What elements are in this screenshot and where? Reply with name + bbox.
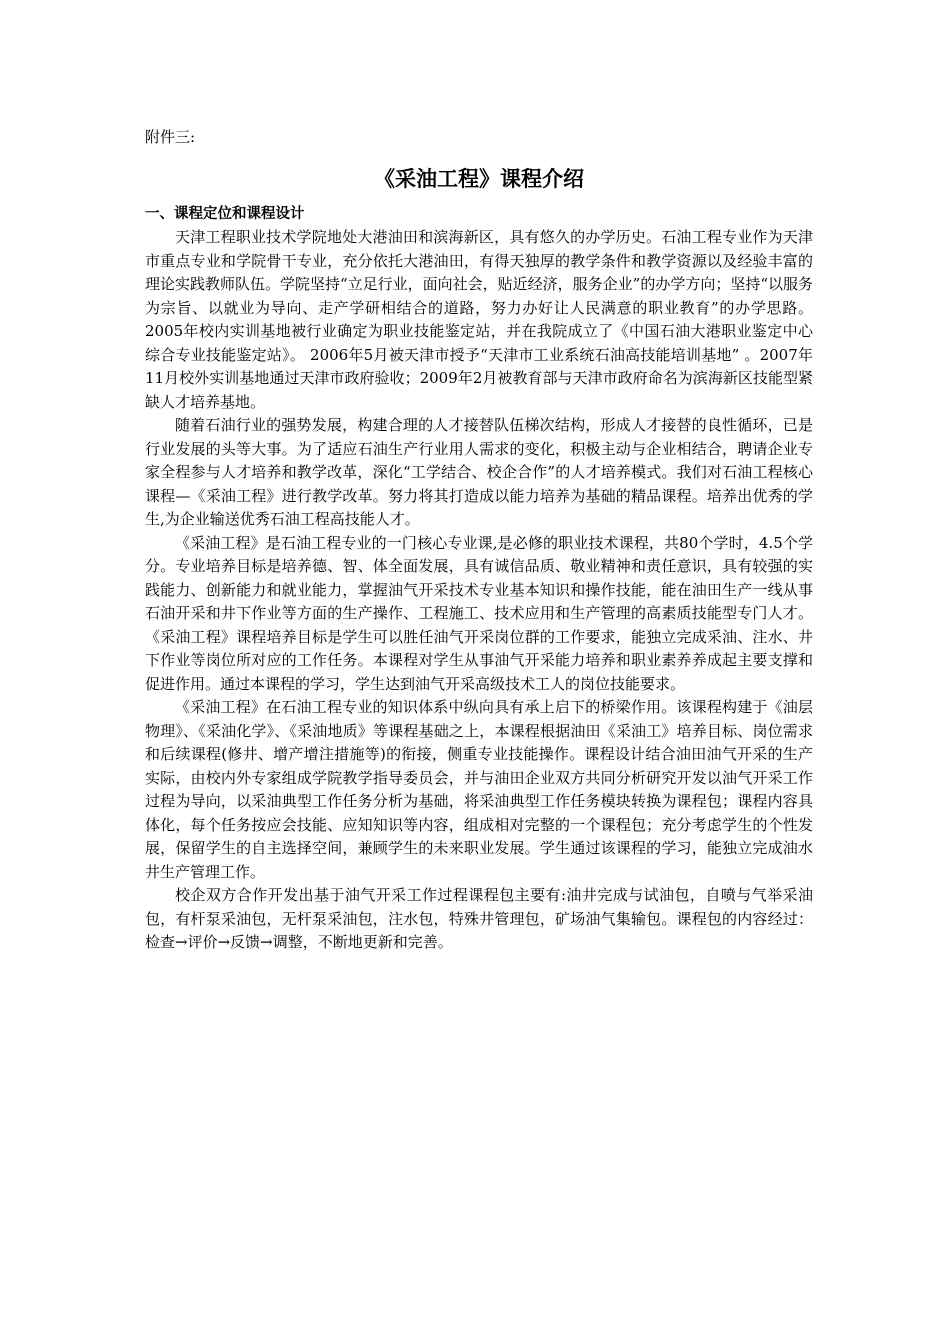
paragraph-course-goals: 《采油工程》是石油工程专业的一门核心专业课,是必修的职业技术课程，共80个学时，4.5个学分。专业培养目标是培养德、智、体全面发展，具有诚信品质、敬业精神和责任意识，具有较强的实践能力、创新能力和就业能力，掌握油气开采技术专业基本知识和操作技能，能在油田生产一线从事石油开采和井下作业等方面的生产操作、工程施工、技术应用和生产管理的高素质技能型专门人才。《采油工程》课程培养目标是学生可以胜任油气开采岗位群的工作要求，能独立完成采油、注水、井下作业等岗位所对应的工作任务。本课程对学生从事油气开采能力培养和职业素养养成起主要支撑和促进作用。通过本课程的学习，学生达到油气开采高级技术工人的岗位技能要求。 bbox=[145, 533, 813, 693]
paragraph-course-packages: 校企双方合作开发出基于油气开采工作过程课程包主要有:油井完成与试油包，自喷与气举采油包，有杆泵采油包，无杆泵采油包，注水包，特殊井管理包，矿场油气集输包。课程包的内容经过：检查→评价→反馈→调整，不断地更新和完善。 bbox=[145, 886, 813, 951]
paragraph-school-background: 天津工程职业技术学院地处大港油田和滨海新区，具有悠久的办学历史。石油工程专业作为天津市重点专业和学院骨干专业，充分依托大港油田，有得天独厚的教学条件和教学资源以及经验丰富的理论实践教师队伍。学院坚持“立足行业，面向社会，贴近经济，服务企业”的办学方向；坚持“以服务为宗旨、以就业为导向、走产学研相结合的道路，努力办好让人民满意的职业教育”的办学思路。2005年校内实训基地被行业确定为职业技能鉴定站，并在我院成立了《中国石油大港职业鉴定中心综合专业技能鉴定站》。 2006年5月被天津市授予“天津市工业系统石油高技能培训基地” 。2007年11月校外实训基地通过天津市政府验收；2009年2月被教育部与天津市政府命名为滨海新区技能型紧缺人才培养基地。 bbox=[145, 228, 814, 411]
attachment-label: 附件三: bbox=[145, 128, 196, 146]
document-page bbox=[145, 127, 813, 955]
paragraph-course-design: 《采油工程》在石油工程专业的知识体系中纵向具有承上启下的桥梁作用。该课程构建于《油层物理》、《采油化学》、《采油地质》等课程基础之上，本课程根据油田《采油工》培养目标、岗位需求和后续课程(修井、增产增注措施等)的衔接，侧重专业技能操作。课程设计结合油田油气开采的生产实际，由校内外专家组成学院教学指导委员会，并与油田企业双方共同分析研究开发以油气开采工作过程为导向，以采油典型工作任务分析为基础，将采油典型工作任务模块转换为课程包；课程内容具体化，每个任务按应会技能、应知知识等内容，组成相对完整的一个课程包；充分考虑学生的个性发展，保留学生的自主选择空间，兼顾学生的未来职业发展。学生通过该课程的学习，能独立完成油水井生产管理工作。 bbox=[145, 698, 813, 881]
paragraph-industry-reform: 随着石油行业的强势发展，构建合理的人才接替队伍梯次结构，形成人才接替的良性循环，已是行业发展的头等大事。为了适应石油生产行业用人需求的变化，积极主动与企业相结合，聘请企业专家全程参与人才培养和教学改革，深化“工学结合、校企合作”的人才培养模式。我们对石油工程核心课程—《采油工程》进行教学改革。努力将其打造成以能力培养为基础的精品课程。培养出优秀的学生,为企业输送优秀石油工程高技能人才。 bbox=[145, 416, 813, 528]
document-title: 《采油工程》课程介绍 bbox=[374, 167, 584, 191]
section-heading: 一、课程定位和课程设计 bbox=[145, 206, 305, 222]
